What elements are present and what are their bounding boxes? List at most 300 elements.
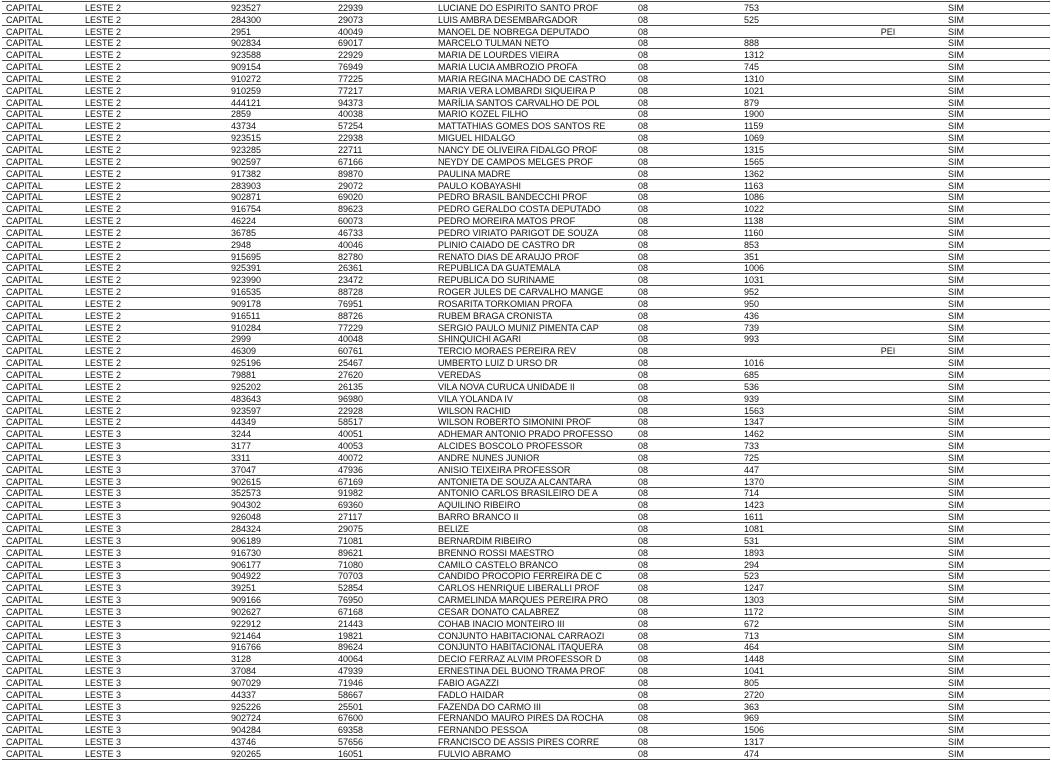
city-cell: CAPITAL — [2, 617, 81, 629]
table-row — [2, 452, 1050, 464]
status-cell: SIM — [944, 534, 1050, 546]
count-cell: 1006 — [740, 262, 828, 274]
grade-cell: 08 — [634, 594, 740, 606]
code-cell: 46309 — [227, 345, 334, 357]
count-cell: 1347 — [740, 416, 828, 428]
city-cell: CAPITAL — [2, 73, 81, 85]
grade-cell: 08 — [634, 404, 740, 416]
school-name-cell: PEDRO VIRIATO PARIGOT DE SOUZA — [434, 227, 634, 239]
program-cell — [828, 144, 944, 156]
school-name-cell: FABIO AGAZZI — [434, 677, 634, 689]
table-row — [2, 286, 1050, 298]
code-cell: 920265 — [227, 748, 334, 760]
region-cell: LESTE 3 — [81, 617, 227, 629]
school-name-cell: CAMILO CASTELO BRANCO — [434, 558, 634, 570]
id-cell: 71081 — [334, 534, 434, 546]
program-cell — [828, 108, 944, 120]
count-cell: 1315 — [740, 144, 828, 156]
status-cell: SIM — [944, 2, 1050, 14]
region-cell: LESTE 3 — [81, 558, 227, 570]
status-cell: SIM — [944, 700, 1050, 712]
status-cell: SIM — [944, 132, 1050, 144]
status-cell: SIM — [944, 191, 1050, 203]
table-row — [2, 700, 1050, 712]
region-cell: LESTE 3 — [81, 653, 227, 665]
status-cell: SIM — [944, 96, 1050, 108]
program-cell — [828, 475, 944, 487]
count-cell: 1462 — [740, 428, 828, 440]
code-cell: 923285 — [227, 144, 334, 156]
table-row — [2, 736, 1050, 748]
id-cell: 29073 — [334, 13, 434, 25]
school-name-cell: MARIA DE LOURDES VIEIRA — [434, 49, 634, 61]
program-cell — [828, 84, 944, 96]
count-cell: 1160 — [740, 227, 828, 239]
id-cell: 76949 — [334, 61, 434, 73]
id-cell: 57656 — [334, 736, 434, 748]
program-cell — [828, 700, 944, 712]
program-cell — [828, 191, 944, 203]
code-cell: 923515 — [227, 132, 334, 144]
grade-cell: 08 — [634, 286, 740, 298]
table-row — [2, 463, 1050, 475]
region-cell: LESTE 2 — [81, 179, 227, 191]
id-cell: 77217 — [334, 84, 434, 96]
status-cell: SIM — [944, 688, 1050, 700]
grade-cell: 08 — [634, 677, 740, 689]
school-name-cell: MARIA REGINA MACHADO DE CASTRO — [434, 73, 634, 85]
id-cell: 40048 — [334, 333, 434, 345]
count-cell: 713 — [740, 629, 828, 641]
id-cell: 57254 — [334, 120, 434, 132]
table-row — [2, 108, 1050, 120]
city-cell: CAPITAL — [2, 333, 81, 345]
school-name-cell: FRANCISCO DE ASSIS PIRES CORRE — [434, 736, 634, 748]
table-row — [2, 250, 1050, 262]
code-cell: 904302 — [227, 499, 334, 511]
grade-cell: 08 — [634, 262, 740, 274]
grade-cell: 08 — [634, 440, 740, 452]
region-cell: LESTE 2 — [81, 84, 227, 96]
status-cell: SIM — [944, 546, 1050, 558]
region-cell: LESTE 3 — [81, 724, 227, 736]
grade-cell: 08 — [634, 203, 740, 215]
count-cell: 294 — [740, 558, 828, 570]
program-cell — [828, 132, 944, 144]
code-cell: 2948 — [227, 238, 334, 250]
program-cell — [828, 606, 944, 618]
grade-cell: 08 — [634, 369, 740, 381]
code-cell: 37047 — [227, 463, 334, 475]
code-cell: 3311 — [227, 452, 334, 464]
school-name-cell: MARCELO TULMAN NETO — [434, 37, 634, 49]
status-cell: SIM — [944, 84, 1050, 96]
program-cell — [828, 440, 944, 452]
city-cell: CAPITAL — [2, 309, 81, 321]
school-name-cell: COHAB INACIO MONTEIRO III — [434, 617, 634, 629]
grade-cell: 08 — [634, 61, 740, 73]
region-cell: LESTE 2 — [81, 309, 227, 321]
program-cell — [828, 724, 944, 736]
status-cell: SIM — [944, 155, 1050, 167]
count-cell: 1031 — [740, 274, 828, 286]
table-row — [2, 84, 1050, 96]
count-cell: 1163 — [740, 179, 828, 191]
table-row — [2, 629, 1050, 641]
school-name-cell: ANTONIO CARLOS BRASILEIRO DE A — [434, 487, 634, 499]
table-row — [2, 13, 1050, 25]
school-name-cell: AQUILINO RIBEIRO — [434, 499, 634, 511]
grade-cell: 08 — [634, 167, 740, 179]
city-cell: CAPITAL — [2, 748, 81, 760]
code-cell: 916511 — [227, 309, 334, 321]
school-name-cell: ANDRE NUNES JUNIOR — [434, 452, 634, 464]
region-cell: LESTE 2 — [81, 392, 227, 404]
table-row — [2, 428, 1050, 440]
grade-cell: 08 — [634, 345, 740, 357]
school-name-cell: REPUBLICA DA GUATEMALA — [434, 262, 634, 274]
status-cell: SIM — [944, 179, 1050, 191]
grade-cell: 08 — [634, 227, 740, 239]
status-cell: SIM — [944, 25, 1050, 37]
status-cell: SIM — [944, 404, 1050, 416]
program-cell — [828, 203, 944, 215]
program-cell — [828, 13, 944, 25]
code-cell: 902597 — [227, 155, 334, 167]
code-cell: 902724 — [227, 712, 334, 724]
count-cell: 969 — [740, 712, 828, 724]
id-cell: 94373 — [334, 96, 434, 108]
region-cell: LESTE 2 — [81, 144, 227, 156]
table-row — [2, 25, 1050, 37]
count-cell — [740, 345, 828, 357]
id-cell: 47939 — [334, 665, 434, 677]
table-row — [2, 345, 1050, 357]
region-cell: LESTE 3 — [81, 594, 227, 606]
count-cell: 1611 — [740, 511, 828, 523]
program-cell — [828, 309, 944, 321]
code-cell: 904284 — [227, 724, 334, 736]
id-cell: 40053 — [334, 440, 434, 452]
grade-cell: 08 — [634, 298, 740, 310]
school-name-cell: MATTATHIAS GOMES DOS SANTOS RE — [434, 120, 634, 132]
count-cell: 805 — [740, 677, 828, 689]
region-cell: LESTE 3 — [81, 629, 227, 641]
status-cell: SIM — [944, 475, 1050, 487]
code-cell: 2951 — [227, 25, 334, 37]
code-cell: 444121 — [227, 96, 334, 108]
count-cell: 447 — [740, 463, 828, 475]
status-cell: SIM — [944, 463, 1050, 475]
id-cell: 40046 — [334, 238, 434, 250]
region-cell: LESTE 2 — [81, 155, 227, 167]
table-row — [2, 665, 1050, 677]
program-cell — [828, 546, 944, 558]
school-name-cell: RUBEM BRAGA CRONISTA — [434, 309, 634, 321]
status-cell: SIM — [944, 250, 1050, 262]
program-cell — [828, 594, 944, 606]
table-row — [2, 511, 1050, 523]
city-cell: CAPITAL — [2, 475, 81, 487]
code-cell: 925391 — [227, 262, 334, 274]
id-cell: 71080 — [334, 558, 434, 570]
city-cell: CAPITAL — [2, 629, 81, 641]
code-cell: 284300 — [227, 13, 334, 25]
id-cell: 89623 — [334, 203, 434, 215]
region-cell: LESTE 3 — [81, 511, 227, 523]
grade-cell: 08 — [634, 381, 740, 393]
region-cell: LESTE 2 — [81, 227, 227, 239]
school-name-cell: MARIA VERA LOMBARDI SIQUEIRA P — [434, 84, 634, 96]
id-cell: 16051 — [334, 748, 434, 760]
table-row — [2, 262, 1050, 274]
code-cell: 910259 — [227, 84, 334, 96]
school-name-cell: PLINIO CAIADO DE CASTRO DR — [434, 238, 634, 250]
id-cell: 67168 — [334, 606, 434, 618]
program-cell — [828, 238, 944, 250]
region-cell: LESTE 2 — [81, 61, 227, 73]
code-cell: 926048 — [227, 511, 334, 523]
grade-cell: 08 — [634, 37, 740, 49]
grade-cell: 08 — [634, 748, 740, 760]
status-cell: SIM — [944, 416, 1050, 428]
table-row — [2, 132, 1050, 144]
table-row — [2, 191, 1050, 203]
code-cell: 916535 — [227, 286, 334, 298]
code-cell: 917382 — [227, 167, 334, 179]
school-name-cell: FERNANDO MAURO PIRES DA ROCHA — [434, 712, 634, 724]
code-cell: 39251 — [227, 582, 334, 594]
school-name-cell: CARMELINDA MARQUES PEREIRA PRO — [434, 594, 634, 606]
table-row — [2, 677, 1050, 689]
count-cell: 853 — [740, 238, 828, 250]
id-cell: 40049 — [334, 25, 434, 37]
program-cell: PEI — [828, 25, 944, 37]
code-cell: 906189 — [227, 534, 334, 546]
count-cell: 525 — [740, 13, 828, 25]
table-row — [2, 534, 1050, 546]
city-cell: CAPITAL — [2, 452, 81, 464]
city-cell: CAPITAL — [2, 582, 81, 594]
region-cell: LESTE 3 — [81, 452, 227, 464]
table-row — [2, 617, 1050, 629]
program-cell — [828, 73, 944, 85]
grade-cell: 08 — [634, 629, 740, 641]
region-cell: LESTE 3 — [81, 700, 227, 712]
count-cell: 950 — [740, 298, 828, 310]
grade-cell: 08 — [634, 712, 740, 724]
count-cell: 1041 — [740, 665, 828, 677]
status-cell: SIM — [944, 345, 1050, 357]
program-cell — [828, 712, 944, 724]
table-row — [2, 546, 1050, 558]
table-row — [2, 37, 1050, 49]
grade-cell: 08 — [634, 73, 740, 85]
table-row — [2, 416, 1050, 428]
count-cell: 1172 — [740, 606, 828, 618]
count-cell: 1069 — [740, 132, 828, 144]
table-row — [2, 167, 1050, 179]
school-name-cell: VILA NOVA CURUCA UNIDADE II — [434, 381, 634, 393]
status-cell: SIM — [944, 570, 1050, 582]
code-cell: 907029 — [227, 677, 334, 689]
city-cell: CAPITAL — [2, 96, 81, 108]
region-cell: LESTE 3 — [81, 428, 227, 440]
region-cell: LESTE 3 — [81, 487, 227, 499]
school-name-cell: ERNESTINA DEL BUONO TRAMA PROF — [434, 665, 634, 677]
region-cell: LESTE 2 — [81, 333, 227, 345]
city-cell: CAPITAL — [2, 108, 81, 120]
program-cell — [828, 677, 944, 689]
region-cell: LESTE 3 — [81, 546, 227, 558]
city-cell: CAPITAL — [2, 653, 81, 665]
id-cell: 40038 — [334, 108, 434, 120]
code-cell: 923597 — [227, 404, 334, 416]
count-cell: 1303 — [740, 594, 828, 606]
count-cell: 1370 — [740, 475, 828, 487]
code-cell: 3177 — [227, 440, 334, 452]
region-cell: LESTE 3 — [81, 582, 227, 594]
status-cell: SIM — [944, 606, 1050, 618]
id-cell: 22939 — [334, 2, 434, 14]
id-cell: 27620 — [334, 369, 434, 381]
school-name-cell: CARLOS HENRIQUE LIBERALLI PROF — [434, 582, 634, 594]
count-cell: 536 — [740, 381, 828, 393]
grade-cell: 08 — [634, 333, 740, 345]
id-cell: 22711 — [334, 144, 434, 156]
grade-cell: 08 — [634, 2, 740, 14]
status-cell: SIM — [944, 381, 1050, 393]
city-cell: CAPITAL — [2, 49, 81, 61]
count-cell: 1138 — [740, 215, 828, 227]
city-cell: CAPITAL — [2, 381, 81, 393]
code-cell: 44349 — [227, 416, 334, 428]
count-cell: 464 — [740, 641, 828, 653]
grade-cell: 08 — [634, 96, 740, 108]
status-cell: SIM — [944, 641, 1050, 653]
region-cell: LESTE 2 — [81, 286, 227, 298]
code-cell: 909166 — [227, 594, 334, 606]
code-cell: 44337 — [227, 688, 334, 700]
status-cell: SIM — [944, 712, 1050, 724]
status-cell: SIM — [944, 215, 1050, 227]
code-cell: 902615 — [227, 475, 334, 487]
status-cell: SIM — [944, 428, 1050, 440]
city-cell: CAPITAL — [2, 274, 81, 286]
table-row — [2, 179, 1050, 191]
count-cell: 523 — [740, 570, 828, 582]
city-cell: CAPITAL — [2, 594, 81, 606]
table-row — [2, 155, 1050, 167]
grade-cell: 08 — [634, 108, 740, 120]
school-name-cell: CESAR DONATO CALABREZ — [434, 606, 634, 618]
count-cell: 363 — [740, 700, 828, 712]
school-table — [2, 1, 1050, 760]
school-name-cell: FAZENDA DO CARMO III — [434, 700, 634, 712]
city-cell: CAPITAL — [2, 2, 81, 14]
region-cell: LESTE 2 — [81, 416, 227, 428]
table-row — [2, 712, 1050, 724]
city-cell: CAPITAL — [2, 286, 81, 298]
status-cell: SIM — [944, 594, 1050, 606]
region-cell: LESTE 3 — [81, 677, 227, 689]
status-cell: SIM — [944, 238, 1050, 250]
status-cell: SIM — [944, 167, 1050, 179]
table-row — [2, 748, 1050, 760]
school-name-cell: ANISIO TEIXEIRA PROFESSOR — [434, 463, 634, 475]
school-table-body — [2, 2, 1050, 760]
program-cell — [828, 61, 944, 73]
city-cell: CAPITAL — [2, 227, 81, 239]
city-cell: CAPITAL — [2, 404, 81, 416]
region-cell: LESTE 2 — [81, 120, 227, 132]
region-cell: LESTE 2 — [81, 404, 227, 416]
id-cell: 58667 — [334, 688, 434, 700]
id-cell: 22938 — [334, 132, 434, 144]
table-row — [2, 298, 1050, 310]
status-cell: SIM — [944, 558, 1050, 570]
region-cell: LESTE 2 — [81, 191, 227, 203]
program-cell — [828, 617, 944, 629]
status-cell: SIM — [944, 499, 1050, 511]
program-cell — [828, 629, 944, 641]
city-cell: CAPITAL — [2, 392, 81, 404]
table-row — [2, 688, 1050, 700]
code-cell: 483643 — [227, 392, 334, 404]
city-cell: CAPITAL — [2, 606, 81, 618]
city-cell: CAPITAL — [2, 665, 81, 677]
program-cell — [828, 499, 944, 511]
status-cell: SIM — [944, 286, 1050, 298]
grade-cell: 08 — [634, 463, 740, 475]
grade-cell: 08 — [634, 558, 740, 570]
city-cell: CAPITAL — [2, 191, 81, 203]
program-cell — [828, 523, 944, 535]
status-cell: SIM — [944, 440, 1050, 452]
table-row — [2, 96, 1050, 108]
city-cell: CAPITAL — [2, 499, 81, 511]
grade-cell: 08 — [634, 487, 740, 499]
count-cell: 1448 — [740, 653, 828, 665]
city-cell: CAPITAL — [2, 203, 81, 215]
region-cell: LESTE 2 — [81, 238, 227, 250]
city-cell: CAPITAL — [2, 534, 81, 546]
grade-cell: 08 — [634, 416, 740, 428]
grade-cell: 08 — [634, 688, 740, 700]
id-cell: 67600 — [334, 712, 434, 724]
city-cell: CAPITAL — [2, 700, 81, 712]
grade-cell: 08 — [634, 511, 740, 523]
count-cell: 745 — [740, 61, 828, 73]
count-cell: 2720 — [740, 688, 828, 700]
id-cell: 89624 — [334, 641, 434, 653]
region-cell: LESTE 3 — [81, 499, 227, 511]
city-cell: CAPITAL — [2, 262, 81, 274]
city-cell: CAPITAL — [2, 736, 81, 748]
count-cell: 1310 — [740, 73, 828, 85]
city-cell: CAPITAL — [2, 641, 81, 653]
school-name-cell: MANOEL DE NOBREGA DEPUTADO — [434, 25, 634, 37]
region-cell: LESTE 3 — [81, 570, 227, 582]
id-cell: 70703 — [334, 570, 434, 582]
count-cell: 685 — [740, 369, 828, 381]
program-cell — [828, 736, 944, 748]
id-cell: 60073 — [334, 215, 434, 227]
grade-cell: 08 — [634, 215, 740, 227]
city-cell: CAPITAL — [2, 357, 81, 369]
program-cell — [828, 333, 944, 345]
count-cell: 1317 — [740, 736, 828, 748]
